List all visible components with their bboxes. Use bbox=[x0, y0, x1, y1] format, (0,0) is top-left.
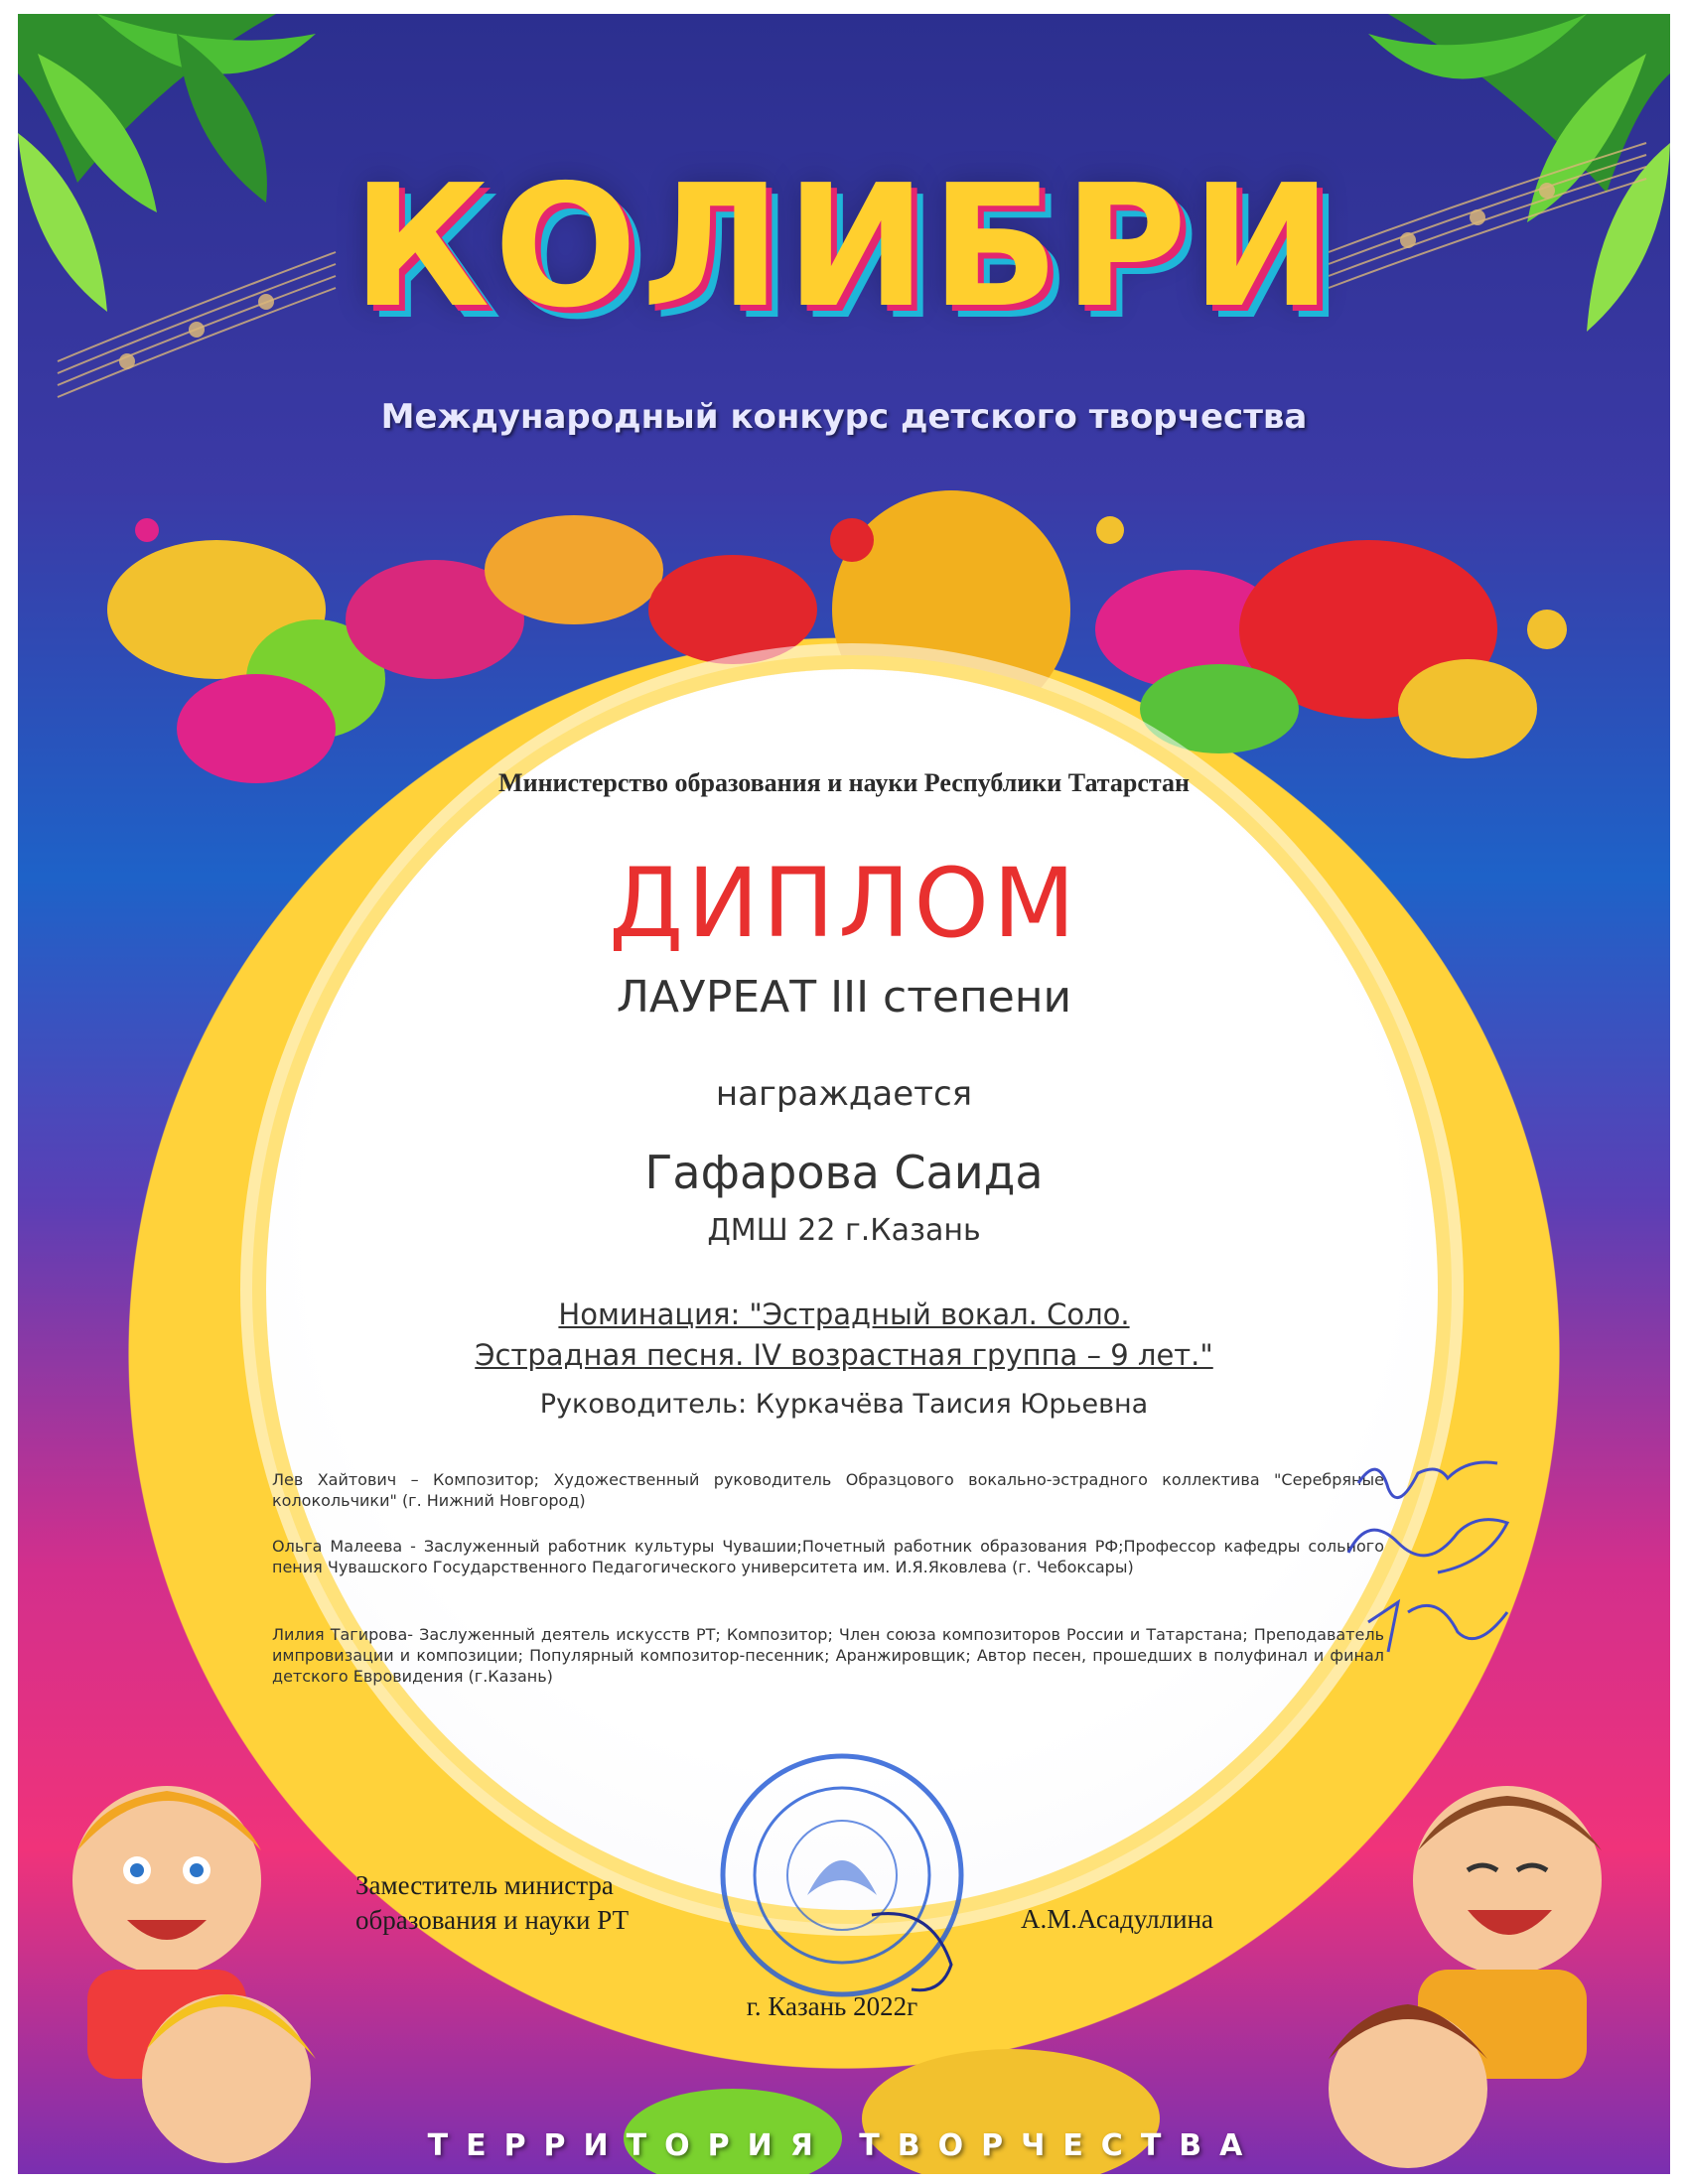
official-stamp bbox=[713, 1746, 971, 2004]
recipient-school: ДМШ 22 г.Казань bbox=[707, 1213, 981, 1248]
ministry-name: Министерство образования и науки Республики Татарстан bbox=[498, 768, 1190, 797]
awarded-label: награждается bbox=[715, 1074, 973, 1114]
city-year: г. Казань 2022г bbox=[746, 1991, 918, 2021]
contest-logo-title: КОЛИБРИ bbox=[352, 149, 1336, 345]
nomination-line-1: Номинация: "Эстрадный вокал. Соло. bbox=[558, 1297, 1130, 1331]
laureate-degree: ЛАУРЕАТ III степени bbox=[616, 972, 1072, 1023]
kids-illustration-right bbox=[1329, 1786, 1602, 2168]
signer-title-line-2: образования и науки РТ bbox=[355, 1905, 630, 1936]
signer-title-line-1: Заместитель министра bbox=[355, 1870, 614, 1900]
leader-name: Руководитель: Куркачёва Таисия Юрьевна bbox=[539, 1389, 1149, 1420]
kids-illustration-left bbox=[72, 1786, 316, 2163]
contest-subtitle: Международный конкурс детского творчества bbox=[380, 397, 1308, 437]
nomination-line-2: Эстрадная песня. IV возрастная группа – 9 лет." bbox=[475, 1337, 1213, 1372]
jury-member-1: Лев Хайтович – Композитор; Художественный руководитель Образцового вокально-эстрадного коллектива "Серебряные колокольчики" (г. Нижний Новгород) bbox=[272, 1470, 1384, 1511]
diploma-title: ДИПЛОМ bbox=[609, 848, 1079, 959]
jury-signatures bbox=[1338, 1443, 1537, 1682]
recipient-name: Гафарова Саида bbox=[644, 1146, 1044, 1199]
signer-name: А.М.Асадуллина bbox=[1021, 1904, 1214, 1934]
nomination bbox=[18, 1295, 1670, 1375]
diploma-sheet bbox=[18, 14, 1670, 2174]
jury-member-3: Лилия Тагирова- Заслуженный деятель искусств РТ; Композитор; Член союза композиторов России и Татарстана; Преподаватель импровизации и композиции; Популярный композитор-песенник; Аранжировщик; Автор песен, прошедших в полуфинал и финал детского Евровидения (г.Казань) bbox=[272, 1625, 1384, 1687]
jury-member-2: Ольга Малеева - Заслуженный работник культуры Чувашии;Почетный работник образования РФ;Профессор кафедры сольного пения Чувашского Государственного Педагогического университета им. И.Я.Яковлева (г. Чебоксары) bbox=[272, 1537, 1384, 1577]
bottom-banner: ТЕРРИТОРИЯ ТВОРЧЕСТВА bbox=[427, 2128, 1261, 2163]
signer-title bbox=[355, 1868, 713, 1938]
